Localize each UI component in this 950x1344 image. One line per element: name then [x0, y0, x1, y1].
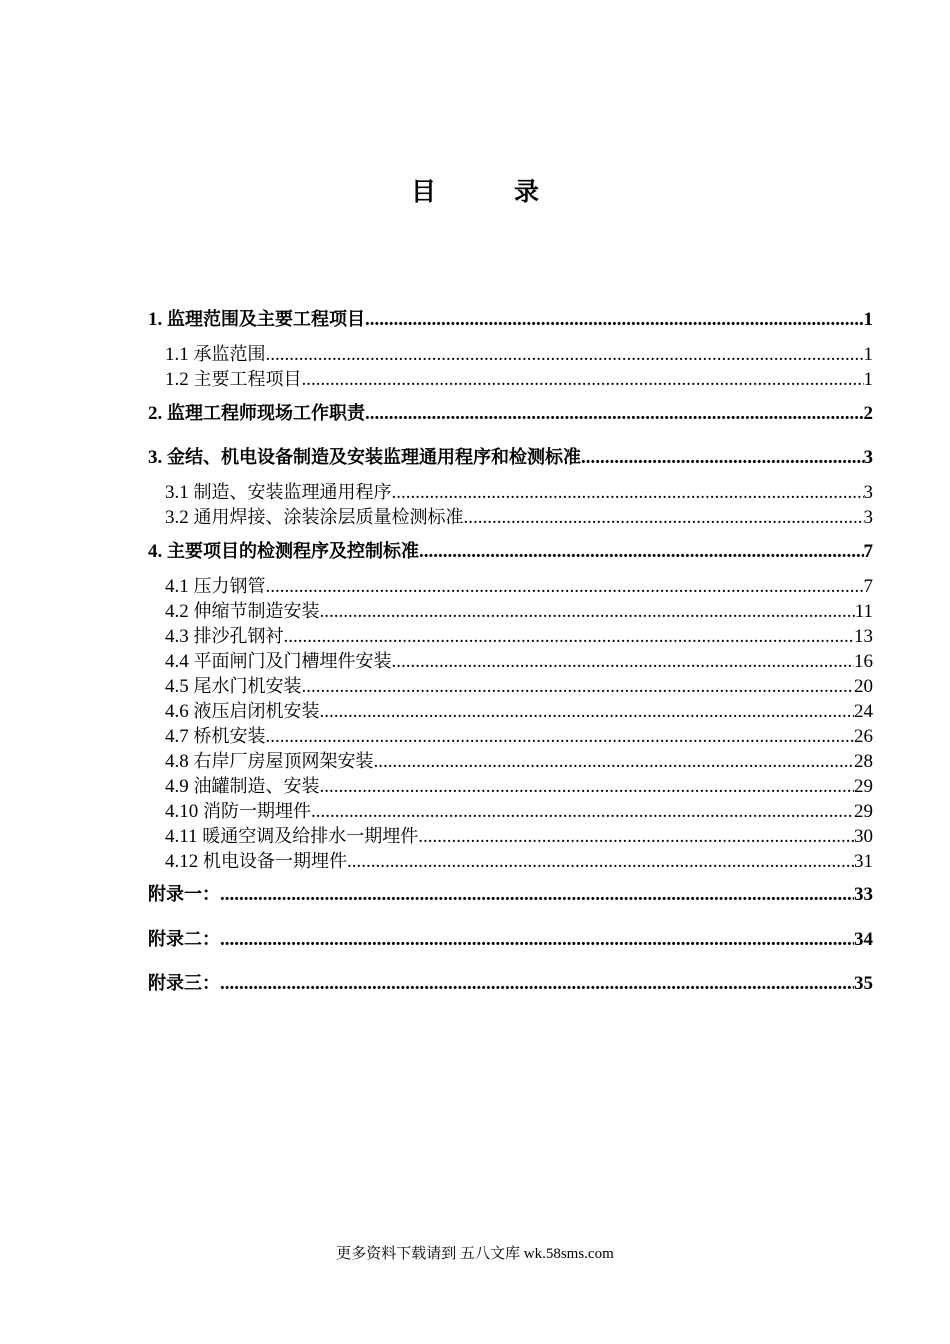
toc-dot-leader — [220, 884, 854, 906]
toc-entry-title: 排沙孔钢衬 — [193, 626, 284, 647]
toc-page-number: 31 — [854, 851, 873, 872]
toc-entry[interactable] — [148, 722, 873, 748]
toc-entry-title: 液压启闭机安装 — [193, 701, 320, 722]
toc-dot-leader — [392, 651, 855, 673]
toc-page-number: 34 — [854, 929, 873, 950]
toc-entry[interactable] — [148, 443, 873, 469]
toc-entry-label — [165, 340, 266, 366]
toc-entry-title: 桥机安装 — [193, 726, 266, 747]
toc-dot-leader — [266, 344, 864, 366]
toc-entry[interactable] — [148, 340, 873, 366]
toc-entry-title: 机电设备一期埋件 — [203, 851, 347, 872]
toc-entry-title: 监理工程师现场工作职责 — [167, 403, 365, 424]
toc-page-number: 28 — [854, 751, 873, 772]
toc-entry-label — [148, 925, 220, 951]
toc-entry[interactable] — [148, 822, 873, 848]
toc-entry-number: 3.2 — [165, 507, 189, 528]
toc-entry-number: 1.1 — [165, 344, 189, 365]
toc-entry-number: 3.1 — [165, 482, 189, 503]
toc-entry[interactable] — [148, 537, 873, 563]
toc-page-number: 30 — [854, 826, 873, 847]
toc-entry-number: 4.2 — [165, 601, 189, 622]
toc-entry-title: 压力钢管 — [193, 576, 266, 597]
page-title — [0, 172, 950, 208]
toc-entry-number: 4.12 — [165, 851, 199, 872]
toc-entry[interactable] — [148, 925, 873, 951]
toc-page-number: 13 — [854, 626, 873, 647]
toc-entry-number: 4.8 — [165, 751, 189, 772]
toc-page-number: 29 — [854, 776, 873, 797]
toc-entry-number: 4. — [148, 541, 163, 562]
toc-dot-leader — [320, 601, 855, 623]
toc-dot-leader — [284, 626, 855, 648]
toc-entry-label — [148, 969, 220, 995]
toc-entry-title: 金结、机电设备制造及安装监理通用程序和检测标准 — [167, 447, 581, 468]
toc-dot-leader — [266, 576, 864, 598]
toc-entry-title: 附录二： — [148, 929, 220, 950]
toc-page-number: 2 — [863, 403, 873, 424]
toc-entry-label — [165, 697, 320, 723]
toc-entry-number: 4.7 — [165, 726, 189, 747]
toc-entry[interactable] — [148, 697, 873, 723]
toc-entry-number: 1. — [148, 309, 163, 330]
toc-entry-label — [165, 747, 374, 773]
toc-dot-leader — [581, 447, 864, 469]
toc-entry[interactable] — [148, 880, 873, 906]
toc-entry-title: 制造、安装监理通用程序 — [193, 482, 392, 503]
toc-entry-label — [165, 572, 266, 598]
toc-entry[interactable] — [148, 305, 873, 331]
toc-page-number: 29 — [854, 801, 873, 822]
toc-entry-label — [165, 647, 392, 673]
toc-entry[interactable] — [148, 847, 873, 873]
title-char-2: 录 — [514, 177, 540, 206]
toc-dot-leader — [365, 309, 864, 331]
toc-entry-number: 4.1 — [165, 576, 189, 597]
toc-dot-leader — [464, 507, 864, 529]
toc-entry-title: 油罐制造、安装 — [193, 776, 320, 797]
toc-entry-title: 暖通空调及给排水一期埋件 — [202, 826, 419, 847]
toc-entry-number: 4.11 — [165, 826, 198, 847]
toc-page-number: 26 — [854, 726, 873, 747]
toc-entry-label — [148, 443, 581, 469]
toc-page-number: 3 — [863, 507, 873, 528]
toc-entry-title: 右岸厂房屋顶网架安装 — [193, 751, 374, 772]
toc-entry[interactable] — [148, 797, 873, 823]
toc-entry-title: 平面闸门及门槽埋件安装 — [193, 651, 392, 672]
toc-entry-label — [165, 672, 302, 698]
toc-page-number: 16 — [854, 651, 873, 672]
toc-page-number: 33 — [854, 884, 873, 905]
toc-entry-label — [148, 880, 220, 906]
toc-entry-title: 伸缩节制造安装 — [193, 601, 320, 622]
toc-entry-number: 4.3 — [165, 626, 189, 647]
toc-entry[interactable] — [148, 399, 873, 425]
title-char-1: 目 — [410, 177, 436, 206]
toc-entry-label — [165, 365, 302, 391]
toc-page-number: 1 — [863, 369, 873, 390]
toc-page-number: 24 — [854, 701, 873, 722]
toc-entry[interactable] — [148, 969, 873, 995]
toc-entry[interactable] — [148, 597, 873, 623]
toc-entry[interactable] — [148, 365, 873, 391]
toc-page-number: 1 — [863, 344, 873, 365]
toc-entry-label — [165, 797, 311, 823]
toc-dot-leader — [220, 973, 854, 995]
footer-text: 更多资料下载请到 五八文库 wk.58sms.com — [336, 1246, 614, 1262]
toc-entry-title: 主要工程项目 — [193, 369, 302, 390]
toc-page-number: 7 — [863, 576, 873, 597]
toc-entry[interactable] — [148, 772, 873, 798]
toc-entry-label — [165, 772, 320, 798]
toc-entry-label — [165, 503, 464, 529]
toc-entry-title: 消防一期埋件 — [203, 801, 311, 822]
toc-entry-number: 1.2 — [165, 369, 189, 390]
toc-dot-leader — [320, 776, 855, 798]
toc-entry[interactable] — [148, 747, 873, 773]
toc-dot-leader — [392, 482, 864, 504]
toc-page-number: 7 — [863, 541, 873, 562]
toc-dot-leader — [311, 801, 854, 823]
toc-entry[interactable] — [148, 478, 873, 504]
toc-dot-leader — [374, 751, 855, 773]
toc-dot-leader — [418, 826, 854, 848]
toc-entry-label — [165, 847, 347, 873]
toc-entry[interactable] — [148, 622, 873, 648]
toc-dot-leader — [302, 369, 864, 391]
toc-entry-title: 通用焊接、涂装涂层质量检测标准 — [193, 507, 464, 528]
toc-entry-number: 4.9 — [165, 776, 189, 797]
toc-entry-label — [148, 305, 365, 331]
toc-entry-label — [148, 537, 419, 563]
toc-dot-leader — [320, 701, 855, 723]
toc-entry[interactable] — [148, 572, 873, 598]
toc-entry-label — [148, 399, 365, 425]
toc-entry-title: 附录三： — [148, 973, 220, 994]
toc-dot-leader — [220, 929, 854, 951]
toc-entry-title: 主要项目的检测程序及控制标准 — [167, 541, 419, 562]
toc-entry-number: 3. — [148, 447, 163, 468]
toc-entry-label — [165, 622, 284, 648]
toc-entry-number: 4.6 — [165, 701, 189, 722]
toc-page-number: 3 — [863, 482, 873, 503]
toc-dot-leader — [347, 851, 854, 873]
toc-page-number: 20 — [854, 676, 873, 697]
toc-entry-number: 4.5 — [165, 676, 189, 697]
toc-entry-title: 尾水门机安装 — [193, 676, 302, 697]
toc-entry-label — [165, 822, 418, 848]
toc-page-number: 3 — [863, 447, 873, 468]
toc-entry-number: 4.4 — [165, 651, 189, 672]
toc-dot-leader — [266, 726, 855, 748]
toc-entry-label — [165, 722, 266, 748]
toc-entry-number: 4.10 — [165, 801, 199, 822]
toc-page-number: 35 — [854, 973, 873, 994]
toc-dot-leader — [365, 403, 864, 425]
toc-page-number: 11 — [854, 601, 873, 622]
toc-page-number: 1 — [863, 309, 873, 330]
toc-entry-title: 监理范围及主要工程项目 — [167, 309, 365, 330]
toc-entry-title: 承监范围 — [193, 344, 266, 365]
toc-entry-number: 2. — [148, 403, 163, 424]
toc-entry[interactable] — [148, 647, 873, 673]
toc-entry-label — [165, 597, 320, 623]
toc-dot-leader — [302, 676, 855, 698]
toc-entry[interactable] — [148, 503, 873, 529]
toc-dot-leader — [419, 541, 864, 563]
toc-entry[interactable] — [148, 672, 873, 698]
toc-entry-label — [165, 478, 392, 504]
toc-entry-title: 附录一： — [148, 884, 220, 905]
